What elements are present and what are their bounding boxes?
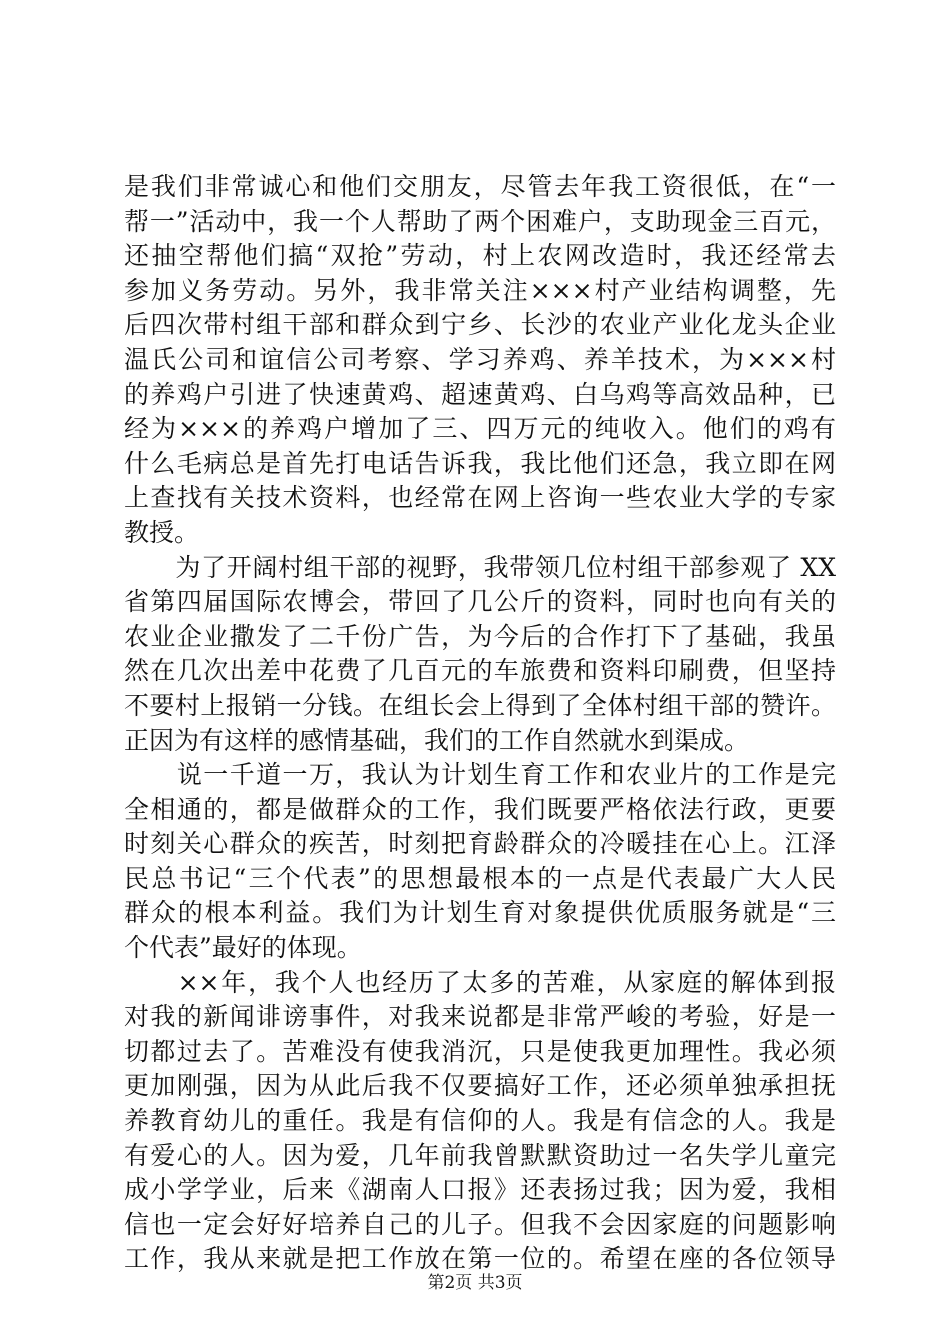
text-line: 是我们非常诚心和他们交朋友，尽管去年我工资很低，在“一: [124, 172, 836, 201]
text-line: 温氏公司和谊信公司考察、学习养鸡、养羊技术，为×××村: [124, 344, 836, 374]
text-line: 什么毛病总是首先打电话告诉我，我比他们还急，我立即在网: [124, 448, 836, 478]
text-line: 民总书记“三个代表”的思想最根本的一点是代表最广大人民: [124, 863, 836, 893]
text-line: 为了开阔村组干部的视野，我带领几位村组干部参观了 XX: [124, 552, 836, 582]
text-line: 然在几次出差中花费了几百元的车旅费和资料印刷费，但坚持: [124, 656, 836, 686]
text-line: 正因为有这样的感情基础，我们的工作自然就水到渠成。: [124, 725, 750, 755]
document-body: [124, 170, 836, 1277]
text-line: 信也一定会好好培养自己的儿子。但我不会因家庭的问题影响: [124, 1209, 836, 1239]
text-line: 工作，我从来就是把工作放在第一位的。希望在座的各位领导: [124, 1244, 836, 1274]
text-line: 帮一”活动中，我一个人帮助了两个困难户，支助现金三百元，: [124, 206, 836, 236]
page-number-footer: 第2页 共3页: [427, 1273, 523, 1293]
text-line: 上查找有关技术资料，也经常在网上咨询一些农业大学的专家: [124, 483, 836, 513]
text-line: 不要村上报销一分钱。在组长会上得到了全体村组干部的赞许。: [124, 690, 836, 720]
text-line: 后四次带村组干部和群众到宁乡、长沙的农业产业化龙头企业: [124, 310, 836, 340]
text-line: 参加义务劳动。另外，我非常关注×××村产业结构调整，先: [124, 275, 836, 305]
text-line: 养教育幼儿的重任。我是有信仰的人。我是有信念的人。我是: [124, 1106, 836, 1136]
text-line: 教授。: [124, 517, 200, 547]
text-line: 经为×××的养鸡户增加了三、四万元的纯收入。他们的鸡有: [124, 414, 836, 444]
text-line: 的养鸡户引进了快速黄鸡、超速黄鸡、白乌鸡等高效品种，已: [124, 379, 836, 409]
text-line: 还抽空帮他们搞“双抢”劳动，村上农网改造时，我还经常去: [124, 241, 836, 271]
text-line: ××年，我个人也经历了太多的苦难，从家庭的解体到报: [124, 967, 836, 997]
text-line: 省第四届国际农博会，带回了几公斤的资料，同时也向有关的: [124, 587, 836, 617]
text-line: 群众的根本利益。我们为计划生育对象提供优质服务就是“三: [124, 898, 836, 928]
text-line: 个代表”最好的体现。: [124, 933, 362, 963]
text-line: 成小学学业，后来《湖南人口报》还表扬过我；因为爱，我相: [124, 1175, 836, 1205]
text-line: 农业企业撒发了二千份广告，为今后的合作打下了基础，我虽: [124, 621, 836, 651]
text-line: 切都过去了。苦难没有使我消沉，只是使我更加理性。我必须: [124, 1036, 836, 1066]
text-line: 有爱心的人。因为爱，几年前我曾默默资助过一名失学儿童完: [124, 1140, 836, 1170]
text-line: 对我的新闻诽谤事件，对我来说都是非常严峻的考验，好是一: [124, 1002, 836, 1032]
text-line: 时刻关心群众的疾苦，时刻把育龄群众的冷暖挂在心上。江泽: [124, 829, 836, 859]
text-line: 更加刚强，因为从此后我不仅要搞好工作，还必须单独承担抚: [124, 1071, 836, 1101]
text-line: 全相通的，都是做群众的工作，我们既要严格依法行政，更要: [124, 794, 836, 824]
text-line: 说一千道一万，我认为计划生育工作和农业片的工作是完: [124, 760, 836, 790]
